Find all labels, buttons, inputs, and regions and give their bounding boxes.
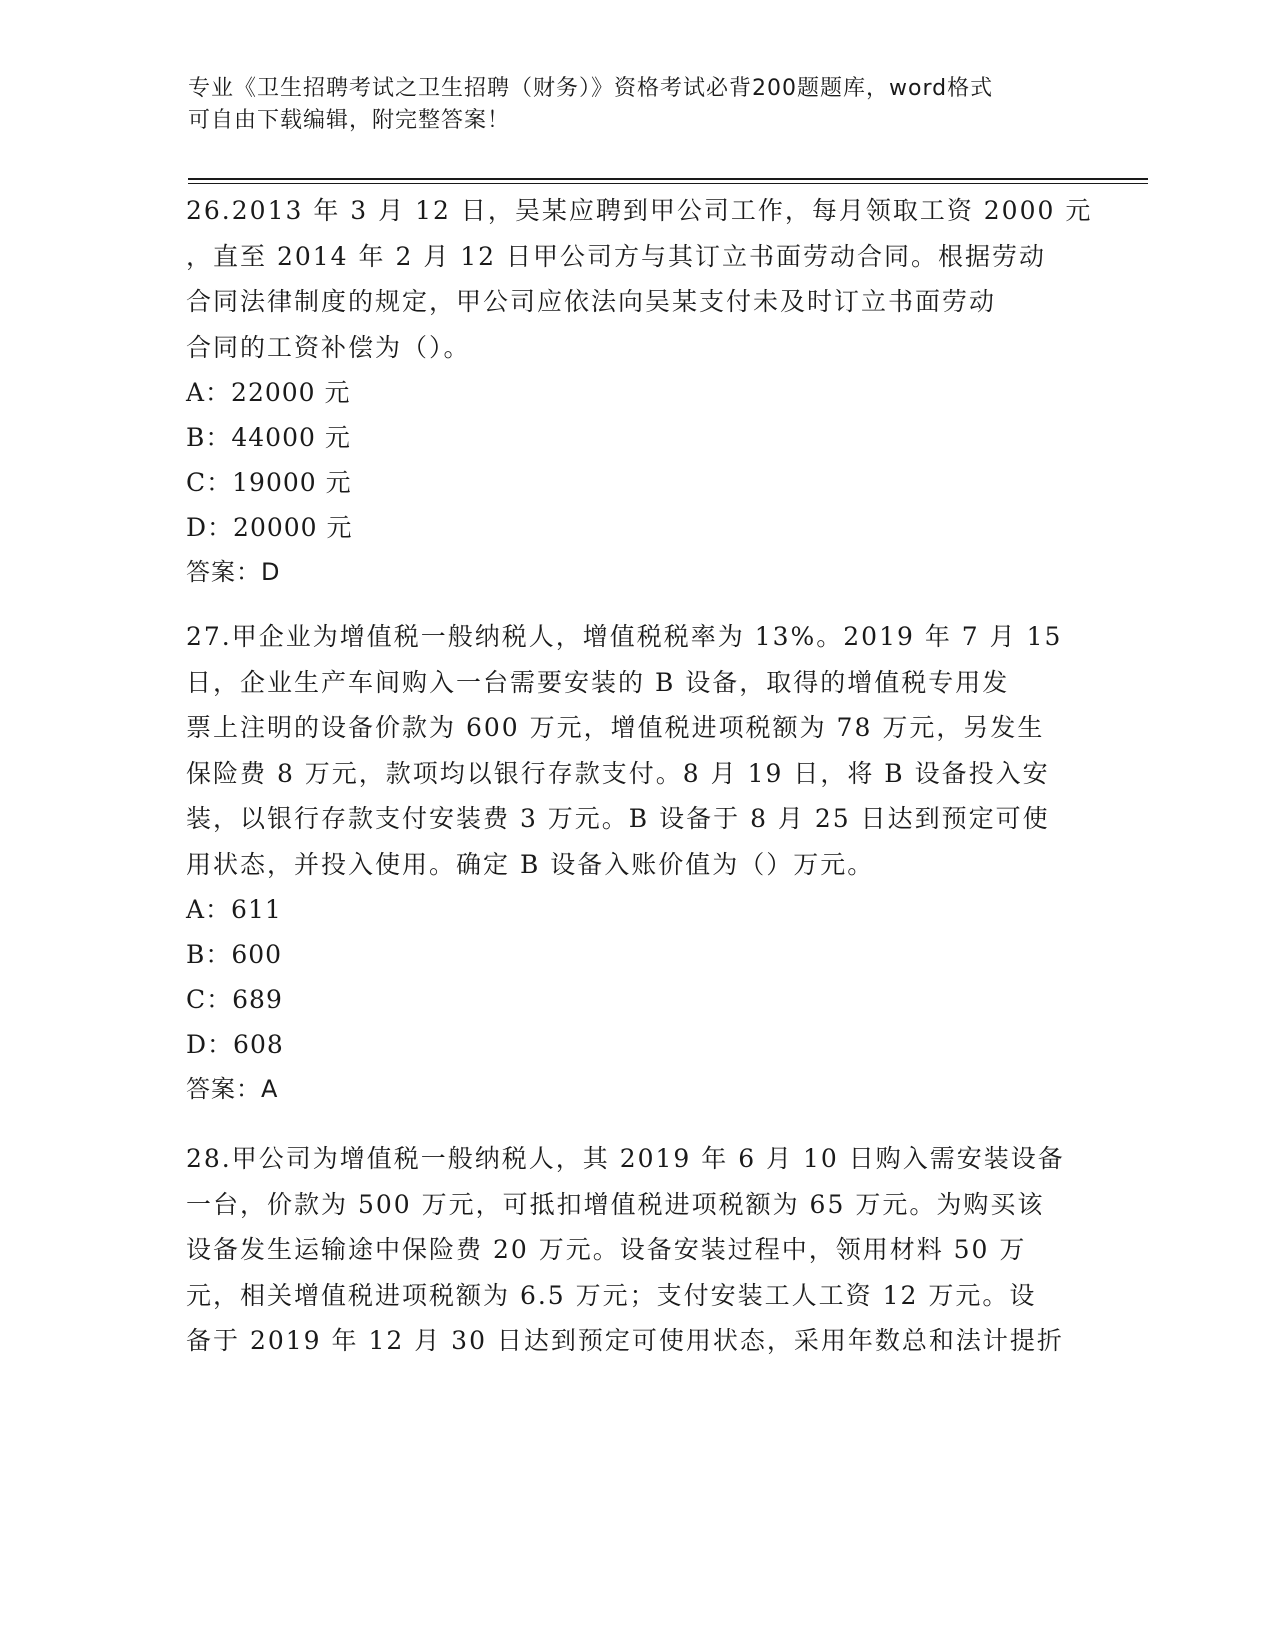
question-text-line: 合同法律制度的规定，甲公司应依法向吴某支付未及时订立书面劳动 [186, 287, 997, 316]
question-text-line: 装，以银行存款支付安装费 3 万元。B 设备于 8 月 25 日达到预定可使 [186, 804, 1050, 833]
question-text-line: ，直至 2014 年 2 月 12 日甲公司方与其订立书面劳动合同。根据劳动 [186, 241, 1047, 271]
question-text-line: 28.甲公司为增值税一般纳税人，其 2019 年 6 月 10 日购入需安装设备 [186, 1144, 1065, 1173]
header-title-line-2: 可自由下载编辑，附完整答案！ [188, 108, 511, 133]
answer-line: 答案：A [186, 1075, 279, 1103]
question-27 [186, 614, 1086, 1112]
option-b: B：600 [186, 940, 283, 969]
option-a: A：611 [186, 895, 282, 924]
document-header [188, 73, 1068, 137]
option-d: D：608 [186, 1030, 284, 1059]
question-text-line: 日，企业生产车间购入一台需要安装的 B 设备，取得的增值税专用发 [186, 667, 1010, 697]
question-text-line: 合同的工资补偿为（）。 [186, 332, 471, 362]
option-c: C：19000 元 [186, 468, 352, 497]
question-text-line: 备于 2019 年 12 月 30 日达到预定可使用状态，采用年数总和法计提折 [186, 1326, 1064, 1355]
question-text-line: 保险费 8 万元，款项均以银行存款支付。8 月 19 日，将 B 设备投入安 [186, 758, 1050, 788]
answer-line: 答案：D [186, 558, 281, 586]
option-c: C：689 [186, 985, 283, 1014]
question-text-line: 26.2013 年 3 月 12 日，吴某应聘到甲公司工作，每月领取工资 2000 元 [186, 196, 1093, 225]
option-d: D：20000 元 [186, 513, 353, 542]
question-text-line: 元，相关增值税进项税额为 6.5 万元；支付安装工人工资 12 万元。设 [186, 1280, 1037, 1310]
question-text-line: 27.甲企业为增值税一般纳税人，增值税税率为 13%。2019 年 7 月 15 [186, 622, 1063, 651]
question-26 [186, 188, 1093, 595]
question-28 [186, 1136, 1086, 1364]
header-divider-thin [188, 183, 1148, 184]
question-text-line: 票上注明的设备价款为 600 万元，增值税进项税额为 78 万元，另发生 [186, 713, 1045, 742]
question-text-line: 用状态，并投入使用。确定 B 设备入账价值为（）万元。 [186, 849, 875, 879]
header-divider-thick [188, 178, 1148, 180]
option-a: A：22000 元 [186, 378, 351, 407]
question-text-line: 设备发生运输途中保险费 20 万元。设备安装过程中，领用材料 50 万 [186, 1235, 1027, 1264]
option-b: B：44000 元 [186, 423, 351, 452]
header-title-line-1: 专业《卫生招聘考试之卫生招聘（财务）》资格考试必背200题题库，word格式 [188, 76, 994, 101]
question-text-line: 一台，价款为 500 万元，可抵扣增值税进项税额为 65 万元。为购买该 [186, 1189, 1045, 1219]
